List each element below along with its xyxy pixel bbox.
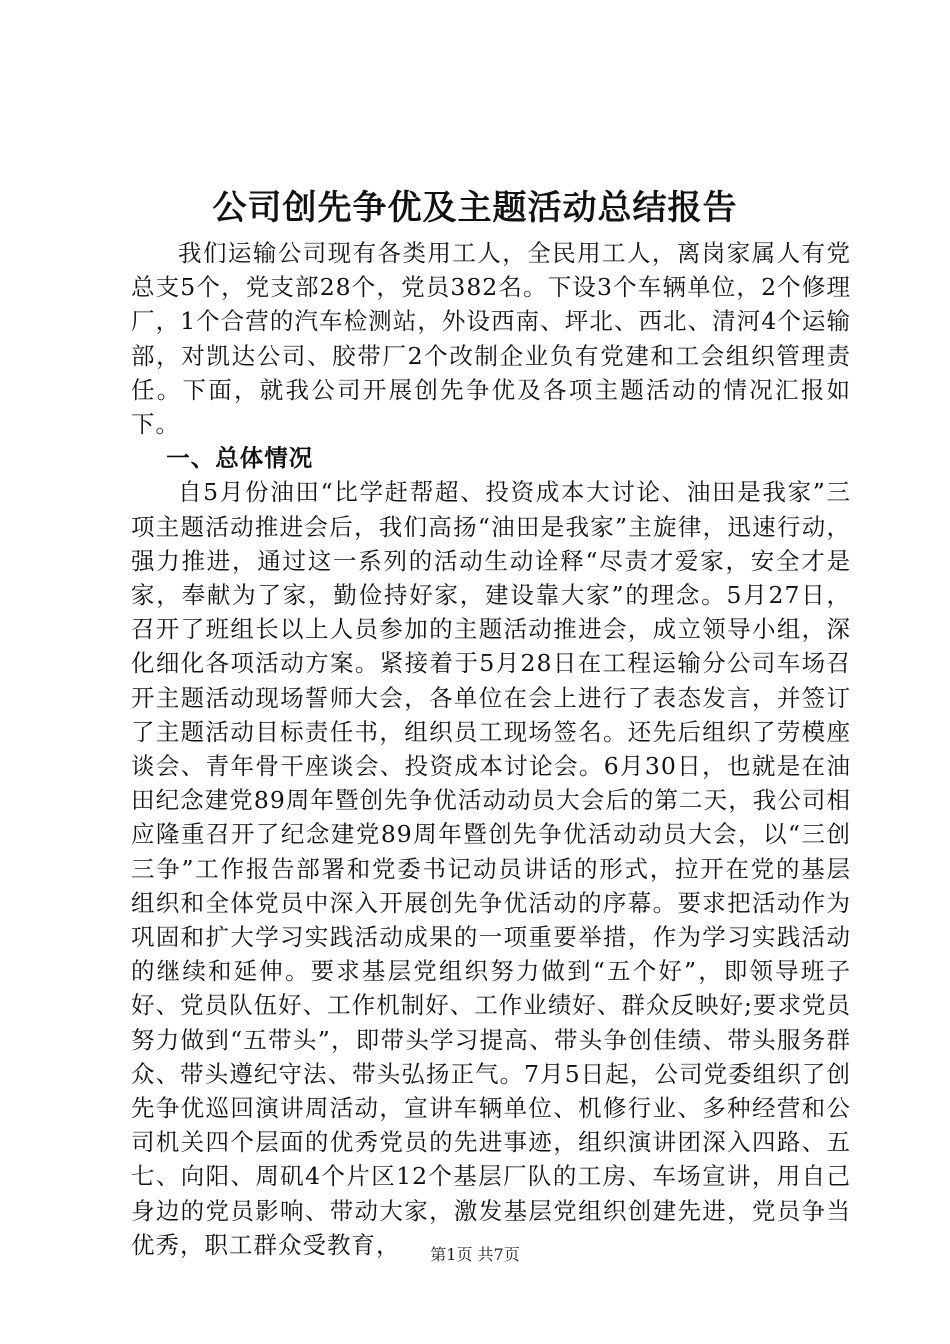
paragraph-intro: 我们运输公司现有各类用工人，全民用工人，离岗家属人有党总支5个，党支部28个，党员382名。下设3个车辆单位，2个修理厂，1个合营的汽车检测站，外设西南、坪北、西北、清河4个运输部，对凯达公司、胶带厂2个改制企业负有党建和工会组织管理责任。下面，就我公司开展创先争优及各项主题活动的情况汇报如下。 [131,239,851,439]
section-heading: 一、总体情况 [166,444,314,473]
paragraph-overview: 自5月份油田“比学赶帮超、投资成本大讨论、油田是我家”三项主题活动推进会后，我们高扬“油田是我家”主旋律，迅速行动，强力推进，通过这一系列的活动生动诠释“尽责才爱家，安全才是家，奉献为了家，勤俭持好家，建设靠大家”的理念。5月27日，召开了班组长以上人员参加的主题活动推进会，成立领导小组，深化细化各项活动方案。紧接着于5月28日在工程运输分公司车场召开主题活动现场誓师大会，各单位在会上进行了表态发言，并签订了主题活动目标责任书，组织员工现场签名。还先后组织了劳模座谈会、青年骨干座谈会、投资成本讨论会。6月30日，也就是在油田纪念建党89周年暨创先争优活动动员大会后的第二天，我公司相应隆重召开了纪念建党89周年暨创先争优活动动员大会，以“三创三争”工作报告部署和党委书记动员讲话的形式，拉开在党的基层组织和全体党员中深入开展创先争优活动的序幕。要求把活动作为巩固和扩大学习实践活动成果的一项重要举措，作为学习实践活动的继续和延伸。要求基层党组织努力做到“五个好”，即领导班子好、党员队伍好、工作机制好、工作业绩好、群众反映好;要求党员努力做到“五带头”，即带头学习提高、带头争创佳绩、带头服务群众、带头遵纪守法、带头弘扬正气。7月5日起，公司党委组织了创先争优巡回演讲周活动，宣讲车辆单位、机修行业、多种经营和公司机关四个层面的优秀党员的先进事迹，组织演讲团深入四路、五七、向阳、周矶4个片区12个基层厂队的工房、车场宣讲，用自己身边的党员影响、带动大家，激发基层党组织创建先进，党员争当优秀，职工群众受教育， [131,478,851,1259]
document-title: 公司创先争优及主题活动总结报告 [212,188,738,228]
document-body [131,236,851,1262]
page-number: 第1页 共7页 [430,1245,520,1264]
page-footer [0,1244,950,1266]
